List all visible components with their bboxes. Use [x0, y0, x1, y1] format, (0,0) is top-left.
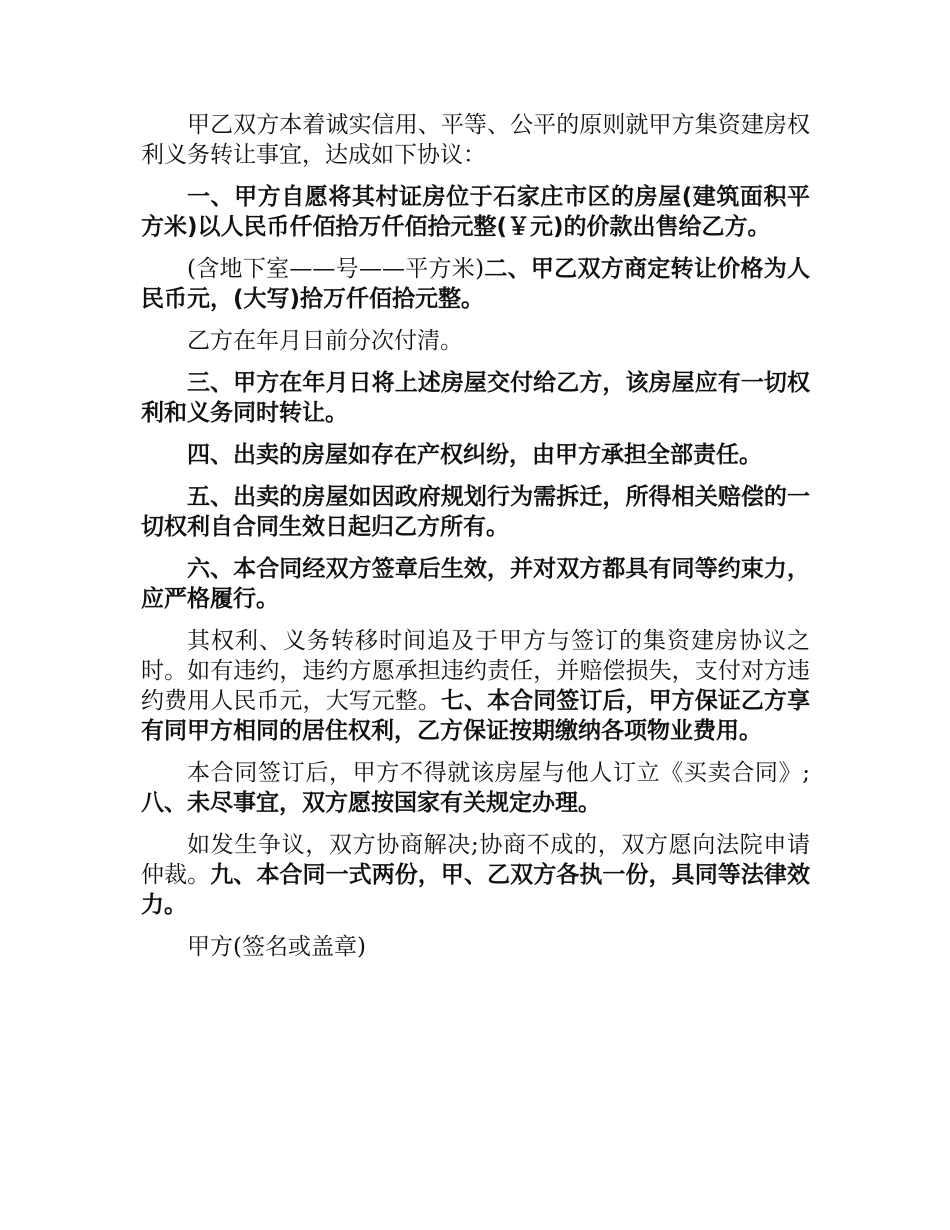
clause-8-paragraph [141, 758, 810, 818]
basement-note: (含地下室——号——平方米) [187, 256, 485, 282]
clause-7: 七、本合同签订后，甲方保证乙方享有同甲方相同的居住权利，乙方保证按期缴纳各项物业费用。 [141, 688, 811, 744]
clause-8: 八、未尽事宜，双方愿按国家有关规定办理。 [141, 790, 601, 816]
clause-4: 四、出卖的房屋如存在产权纠纷，由甲方承担全部责任。 [187, 442, 762, 468]
clause-1: 一、甲方自愿将其村证房位于石家庄市区的房屋(建筑面积平方米)以人民币仟佰拾万仟佰拾元整(￥元)的价款出售给乙方。 [141, 184, 810, 240]
no-resale-text: 本合同签订后，甲方不得就该房屋与他人订立《买卖合同》; [187, 760, 810, 786]
intro-paragraph: 甲乙双方本着诚实信用、平等、公平的原则就甲方集资建房权利义务转让事宜，达成如下协议： [141, 112, 810, 168]
party-a-signature: 甲方(签名或盖章) [187, 934, 366, 960]
clause-9: 九、本合同一式两份，甲、乙双方各执一份，具同等法律效力。 [141, 862, 811, 918]
clause-9-paragraph [141, 830, 810, 920]
payment-paragraph: 乙方在年月日前分次付清。 [187, 328, 463, 354]
clause-3: 三、甲方在年月日将上述房屋交付给乙方，该房屋应有一切权利和义务同时转让。 [141, 370, 810, 426]
clause-7-paragraph [141, 626, 810, 746]
clause-2-paragraph [141, 254, 810, 314]
clause-2: 二、甲乙双方商定转让价格为人民币元，(大写)拾万仟佰拾元整。 [141, 256, 810, 312]
clause-6: 六、本合同经双方签章后生效，并对双方都具有同等约束力，应严格履行。 [141, 556, 810, 612]
breach-text: 其权利、义务转移时间追及于甲方与签订的集资建房协议之时。如有违约，违约方愿承担违约责任，并赔偿损失，支付对方违约费用人民币元，大写元整。 [141, 628, 810, 714]
clause-5: 五、出卖的房屋如因政府规划行为需拆迁，所得相关赔偿的一切权利自合同生效日起归乙方所有。 [141, 484, 810, 540]
dispute-text: 如发生争议，双方协商解决;协商不成的，双方愿向法院申请仲裁。 [141, 832, 810, 888]
